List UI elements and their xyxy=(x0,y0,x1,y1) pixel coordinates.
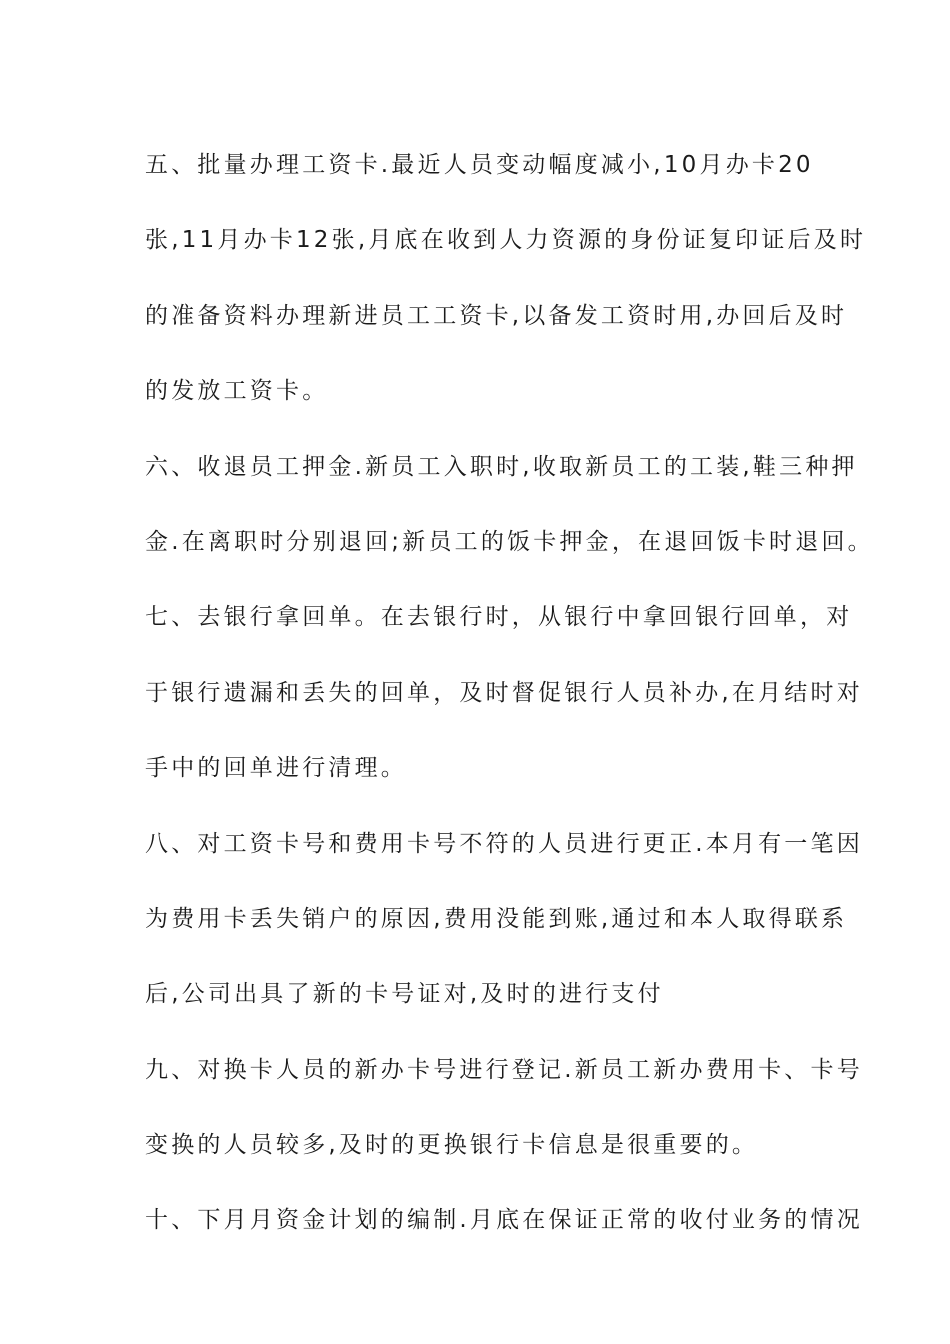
text-line: 七、去银行拿回单。在去银行时，从银行中拿回银行回单，对 xyxy=(145,604,853,631)
text-line: 为费用卡丢失销户的原因,费用没能到账,通过和本人取得联系 xyxy=(145,905,848,932)
text-line: 八、对工资卡号和费用卡号不符的人员进行更正.本月有一笔因 xyxy=(145,830,863,857)
text-line: 手中的回单进行清理。 xyxy=(145,755,407,782)
text-line: 于银行遗漏和丢失的回单，及时督促银行人员补办,在月结时对 xyxy=(145,679,863,706)
text-line: 五、批量办理工资卡.最近人员变动幅度减小,10月办卡20 xyxy=(145,152,814,178)
text-line: 张,11月办卡12张,月底在收到人力资源的身份证复印证后及时 xyxy=(145,227,867,254)
text-line: 后,公司出具了新的卡号证对,及时的进行支付 xyxy=(145,981,664,1008)
text-line: 变换的人员较多,及时的更换银行卡信息是很重要的。 xyxy=(145,1132,759,1159)
text-line: 九、对换卡人员的新办卡号进行登记.新员工新办费用卡、卡号 xyxy=(145,1056,863,1083)
text-line: 金.在离职时分别退回;新员工的饭卡押金，在退回饭卡时退回。 xyxy=(145,528,874,555)
document-body xyxy=(145,128,874,1259)
text-line: 十、下月月资金计划的编制.月底在保证正常的收付业务的情况 xyxy=(145,1207,863,1234)
text-line: 的准备资料办理新进员工工资卡,以备发工资时用,办回后及时 xyxy=(145,302,848,329)
text-line: 六、收退员工押金.新员工入职时,收取新员工的工装,鞋三种押 xyxy=(145,453,858,480)
text-line: 的发放工资卡。 xyxy=(145,378,329,405)
